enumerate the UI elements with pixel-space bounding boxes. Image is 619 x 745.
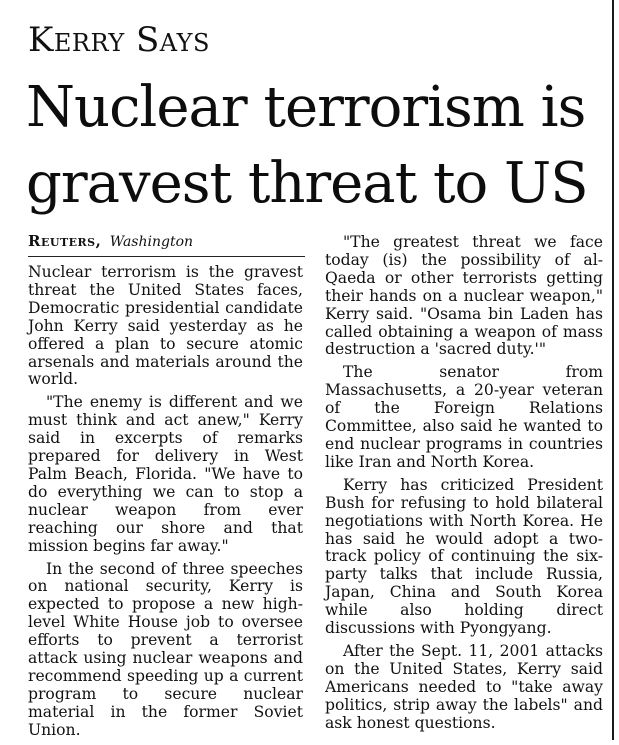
byline-divider [28,256,305,257]
headline: Nuclear terrorism is gravest threat to US [26,75,588,216]
paragraph: After the Sept. 11, 2001 attacks on the United States, Kerry said Americans needed to "take away politics, strip away the labels" and ask honest questions. [325,641,603,732]
byline [28,232,193,251]
article-column-1 [28,264,303,745]
page-edge-rule [612,0,614,740]
paragraph: Kerry has criticized President Bush for refusing to hold bilateral negotiations with North Korea. He has said he would adopt a two-track policy of continuing the six-party talks that include Russia, Japan, China and South Korea while also holding direct discussions with Pyongyang. [325,475,603,638]
paragraph: Nuclear terrorism is the gravest threat the United States faces, Democratic presidential candidate John Kerry said yesterday as he offered a plan to secure atomic arsenals and materials around the world. [28,263,303,389]
byline-place: Washington [109,234,194,250]
paragraph: "The greatest threat we face today (is) the possibility of al-Qaeda or other terrorists getting their hands on a nuclear weapon," Kerry said. "Osama bin Laden has called obtaining a weapon of mass destruction a 'sacred duty.'" [325,233,603,359]
paragraph: The senator from Massachusetts, a 20-year veteran of the Foreign Relations Committee, also said he wanted to end nuclear programs in countries like Iran and North Korea. [325,363,603,471]
byline-agency: Reuters, [28,232,102,250]
paragraph: In the second of three speeches on national security, Kerry is expected to propose a new high-level White House job to oversee efforts to prevent a terrorist attack using nuclear weapons and recommend speeding up a current program to secure nuclear material in the former Soviet Union. [28,559,303,739]
article-column-2 [325,234,603,737]
kicker: Kerry Says [28,20,210,60]
paragraph: "The enemy is different and we must think and act anew," Kerry said in excerpts of remarks prepared for delivery in West Palm Beach, Florida. "We have to do everything we can to stop a nuclear weapon from ever reaching our shore and that mission begins far away." [28,393,303,555]
